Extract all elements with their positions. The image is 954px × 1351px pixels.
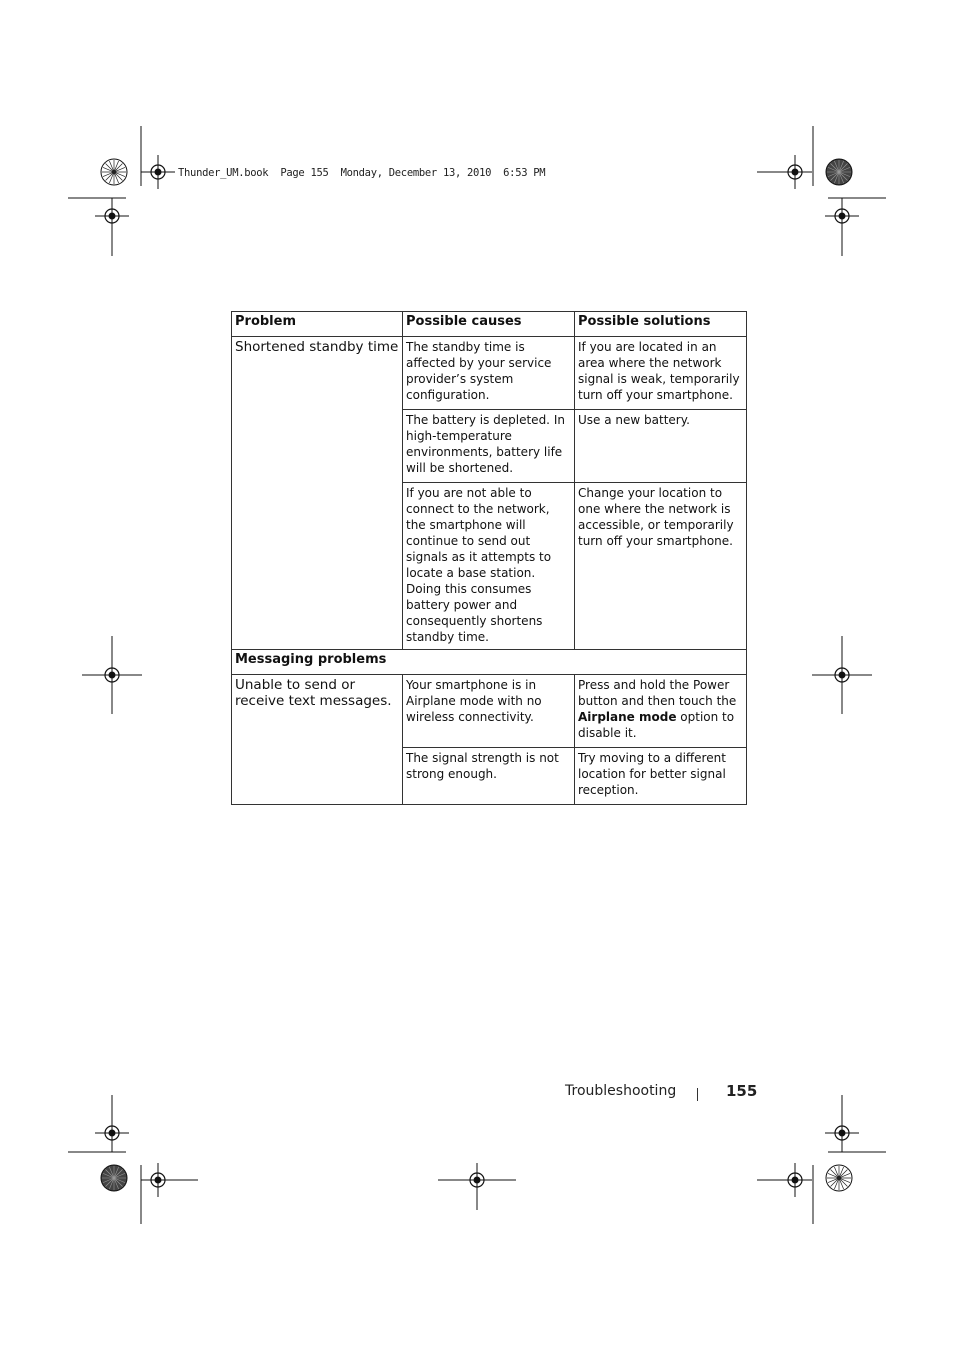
- cause-cell: The battery is depleted. In high-temperature environments, battery life will be shortened.: [403, 410, 575, 483]
- section-row: [232, 650, 747, 675]
- solution-cell: Use a new battery.: [575, 410, 747, 483]
- footer-section-title: Troubleshooting: [565, 1083, 677, 1099]
- cause-cell: If you are not able to connect to the network, the smartphone will continue to send out signals as it attempts to locate a base station. Doing this consumes battery power and consequently shortens standby time.: [403, 483, 575, 650]
- page-footer: [565, 1082, 758, 1100]
- table-row: [232, 337, 747, 410]
- cause-cell: The standby time is affected by your service provider’s system configuration.: [403, 337, 575, 410]
- airplane-mode-term: Airplane mode: [578, 710, 677, 724]
- solution-text: option to disable it.: [578, 710, 735, 740]
- problem-cell: Unable to send or receive text messages.: [232, 675, 403, 805]
- footer-divider: [697, 1088, 698, 1101]
- table-row: [232, 675, 747, 748]
- cause-cell: The signal strength is not strong enough.: [403, 748, 575, 805]
- section-heading: Messaging problems: [232, 650, 747, 675]
- problem-cell: Shortened standby time: [232, 337, 403, 650]
- solution-cell: [575, 675, 747, 748]
- solution-text: Press and hold the Power button and then touch the: [578, 678, 737, 708]
- page-number: 155: [726, 1082, 758, 1100]
- solution-cell: Try moving to a different location for better signal reception.: [575, 748, 747, 805]
- cause-cell: Your smartphone is in Airplane mode with no wireless connectivity.: [403, 675, 575, 748]
- header-possible-solutions: Possible solutions: [575, 312, 747, 337]
- troubleshooting-table: [231, 311, 747, 805]
- print-slug: Thunder_UM.book Page 155 Monday, December 13, 2010 6:53 PM: [178, 167, 546, 179]
- solution-cell: Change your location to one where the network is accessible, or temporarily turn off your smartphone.: [575, 483, 747, 650]
- table-header-row: [232, 312, 747, 337]
- header-possible-causes: Possible causes: [403, 312, 575, 337]
- solution-cell: If you are located in an area where the network signal is weak, temporarily turn off your smartphone.: [575, 337, 747, 410]
- header-problem: Problem: [232, 312, 403, 337]
